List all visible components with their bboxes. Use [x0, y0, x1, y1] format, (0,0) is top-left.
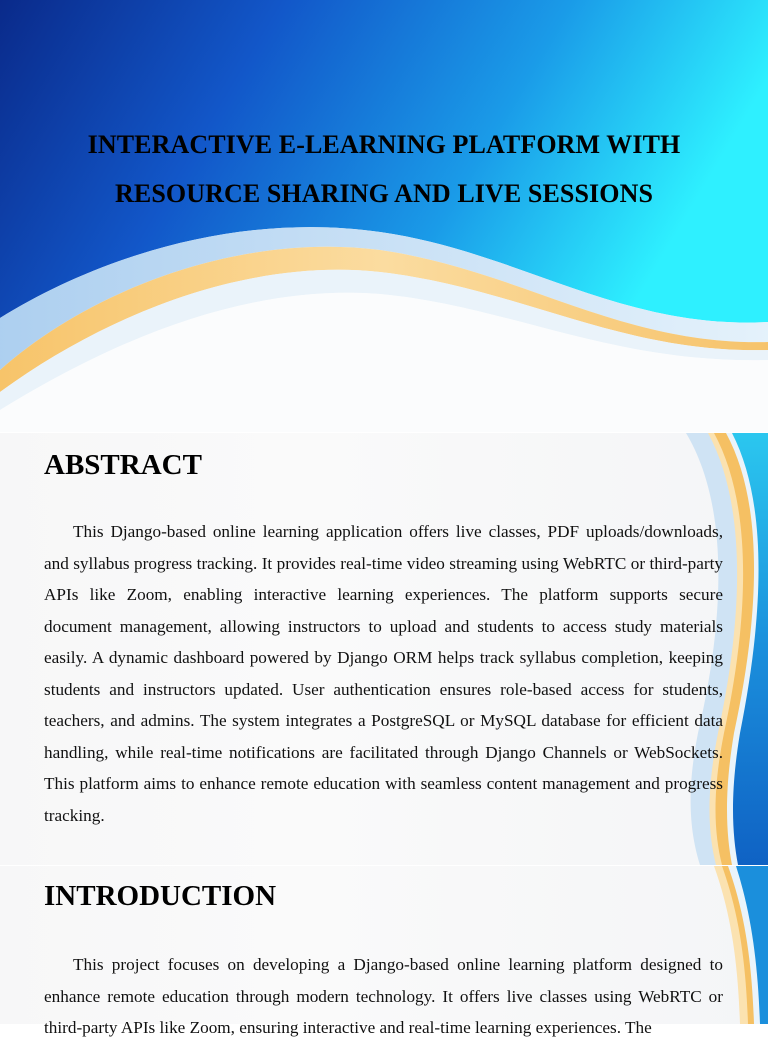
abstract-body: This Django-based online learning application offers live classes, PDF uploads/downloads, and syllabus progress tracking. It provides real-time video streaming using WebRTC or third-party APIs like Zoom, enabling interactive learning experiences. The platform supports secure document management, allowing instructors to upload and students to access study materials easily. A dynamic dashboard powered by Django ORM helps track syllabus completion, keeping students and instructors updated. User authentication ensures role-based access for students, teachers, and admins. The system integrates a PostgreSQL or MySQL database for efficient data handling, while real-time notifications are facilitated through Django Channels or WebSockets. This platform aims to enhance remote education with seamless content management and progress tracking. [44, 522, 723, 825]
abstract-heading: ABSTRACT [44, 449, 202, 481]
presentation-title: INTERACTIVE E-LEARNING PLATFORM WITH RESOURCE SHARING AND LIVE SESSIONS [87, 130, 681, 208]
introduction-heading: INTRODUCTION [44, 880, 277, 912]
title-slide [0, 0, 768, 432]
introduction-body: This project focuses on developing a Django-based online learning platform designed to enhance remote education through modern technology. It offers live classes using WebRTC or third-party APIs like Zoom, ensuring interactive and real-time learning experiences. The [44, 955, 723, 1037]
abstract-slide [0, 433, 768, 865]
introduction-slide [0, 866, 768, 1037]
